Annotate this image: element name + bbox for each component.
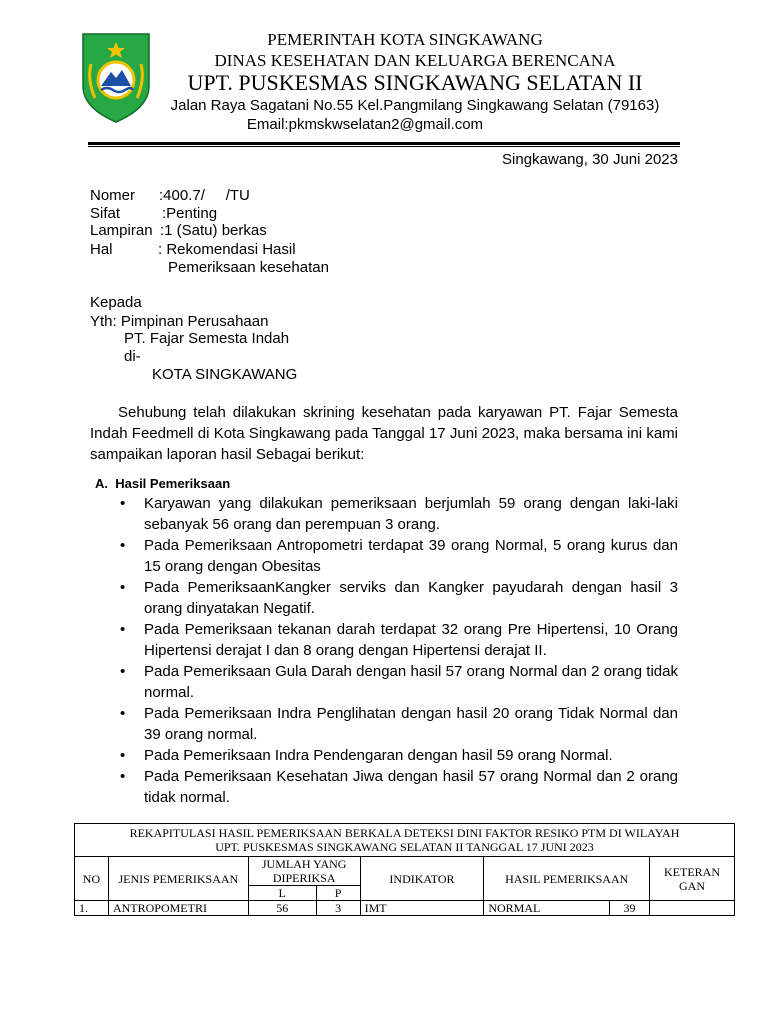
- sifat-label: Sifat: [90, 205, 121, 222]
- header-jumlah-line-1: JUMLAH YANG: [261, 857, 347, 871]
- bullet-icon: •: [120, 747, 126, 764]
- findings-list: [118, 493, 678, 808]
- table-title: [75, 824, 735, 857]
- header-l: L: [248, 886, 316, 901]
- city-logo: [79, 28, 153, 124]
- table-header-row: [75, 857, 735, 886]
- cell-no: 1.: [75, 901, 109, 916]
- recipient-company: PT. Fajar Semesta Indah: [124, 330, 290, 347]
- cell-jumlah: 39: [610, 901, 650, 916]
- header-no: NO: [75, 857, 109, 901]
- finding-text: Pada Pemeriksaan Antropometri terdapat 39 orang Normal, 5 orang kurus dan 15 orang dengan Obesitas: [144, 537, 678, 575]
- nomor-value: :400.7/ /TU: [159, 187, 250, 204]
- recap-table: [74, 823, 735, 916]
- hal-value-cont: Pemeriksaan kesehatan: [168, 259, 329, 276]
- header-p: P: [316, 886, 360, 901]
- table-title-row: [75, 824, 735, 857]
- list-item: [118, 703, 678, 745]
- finding-text: Pada Pemeriksaan Kesehatan Jiwa dengan hasil 57 orang Normal dan 2 orang tidak normal.: [144, 768, 678, 806]
- table-title-line-2: UPT. PUSKESMAS SINGKAWANG SELATAN II TANGGAL 17 JUNI 2023: [215, 840, 594, 854]
- cell-hasil: NORMAL: [484, 901, 610, 916]
- header-divider-thin: [88, 146, 680, 147]
- table-row: [75, 901, 735, 916]
- header-jenis: JENIS PEMERIKSAAN: [108, 857, 248, 901]
- intro-paragraph: [90, 402, 678, 465]
- lampiran-value: :1 (Satu) berkas: [160, 222, 267, 239]
- letterhead-government: PEMERINTAH KOTA SINGKAWANG: [267, 30, 543, 49]
- bullet-icon: •: [120, 621, 126, 638]
- hal-label: Hal: [90, 241, 113, 258]
- header-divider-thick: [88, 142, 680, 145]
- recipient-di: di-: [124, 348, 141, 365]
- finding-text: Pada Pemeriksaan Indra Penglihatan dengan hasil 20 orang Tidak Normal dan 39 orang normal.: [144, 705, 678, 743]
- bullet-icon: •: [120, 579, 126, 596]
- header-hasil: HASIL PEMERIKSAAN: [484, 857, 650, 901]
- finding-text: Pada Pemeriksaan Gula Darah dengan hasil 57 orang Normal dan 2 orang tidak normal.: [144, 663, 678, 701]
- finding-text: Pada Pemeriksaan Indra Pendengaran dengan hasil 59 orang Normal.: [144, 747, 613, 764]
- section-a-title: A. Hasil Pemeriksaan: [95, 476, 231, 491]
- list-item: [118, 766, 678, 808]
- finding-text: Pada PemeriksaanKangker serviks dan Kangker payudarah dengan hasil 3 orang dinyatakan Negatif.: [144, 579, 678, 617]
- header-keterangan-line-1: KETERAN: [664, 864, 720, 879]
- letterhead-address: Jalan Raya Sagatani No.55 Kel.Pangmilang Singkawang Selatan (79163): [170, 97, 660, 114]
- finding-text: Karyawan yang dilakukan pemeriksaan berjumlah 59 orang dengan laki-laki sebanyak 56 orang dan perempuan 3 orang.: [144, 495, 678, 533]
- list-item: [118, 619, 678, 661]
- finding-text: Pada Pemeriksaan tekanan darah terdapat 32 orang Pre Hipertensi, 10 Orang Hipertensi derajat I dan 8 orang dengan Hipertensi derajat II.: [144, 621, 678, 659]
- list-item: [118, 745, 678, 766]
- sifat-value: :Penting: [162, 205, 218, 222]
- header-indikator: INDIKATOR: [360, 857, 484, 901]
- bullet-icon: •: [120, 705, 126, 722]
- bullet-icon: •: [120, 537, 126, 554]
- cell-indikator: IMT: [360, 901, 484, 916]
- intro-text: Sehubung telah dilakukan skrining kesehatan pada karyawan PT. Fajar Semesta Indah Feedmell di Kota Singkawang pada Tanggal 17 Juni 2023, maka bersama ini kami sampaikan laporan hasil Sebagai berikut:: [90, 404, 678, 463]
- hal-value: : Rekomendasi Hasil: [158, 241, 296, 258]
- recipient-yth: Yth: Pimpinan Perusahaan: [90, 313, 269, 330]
- letter-date: Singkawang, 30 Juni 2023: [502, 151, 678, 168]
- recipient-kepada: Kepada: [90, 294, 142, 311]
- header-keterangan: [650, 857, 735, 901]
- bullet-icon: •: [120, 768, 126, 785]
- header-keterangan-line-2: GAN: [679, 878, 705, 893]
- lampiran-label: Lampiran: [90, 222, 153, 239]
- recipient-city: KOTA SINGKAWANG: [152, 366, 298, 383]
- cell-l: 56: [248, 901, 316, 916]
- table-title-line-1: REKAPITULASI HASIL PEMERIKSAAN BERKALA DETEKSI DINI FAKTOR RESIKO PTM DI WILAYAH: [129, 826, 680, 840]
- cell-p: 3: [316, 901, 360, 916]
- letterhead-institution: UPT. PUSKESMAS SINGKAWANG SELATAN II: [187, 70, 643, 95]
- list-item: [118, 493, 678, 535]
- list-item: [118, 661, 678, 703]
- header-jumlah: [248, 857, 360, 886]
- letterhead-email: Email:pkmskwselatan2@gmail.com: [246, 116, 484, 133]
- letterhead-department: DINAS KESEHATAN DAN KELUARGA BERENCANA: [214, 51, 616, 70]
- cell-keterangan: [650, 901, 735, 916]
- cell-jenis: ANTROPOMETRI: [108, 901, 248, 916]
- list-item: [118, 535, 678, 577]
- nomor-label: Nomer: [90, 187, 136, 204]
- list-item: [118, 577, 678, 619]
- bullet-icon: •: [120, 663, 126, 680]
- bullet-icon: •: [120, 495, 126, 512]
- header-jumlah-line-2: DIPERIKSA: [272, 871, 336, 885]
